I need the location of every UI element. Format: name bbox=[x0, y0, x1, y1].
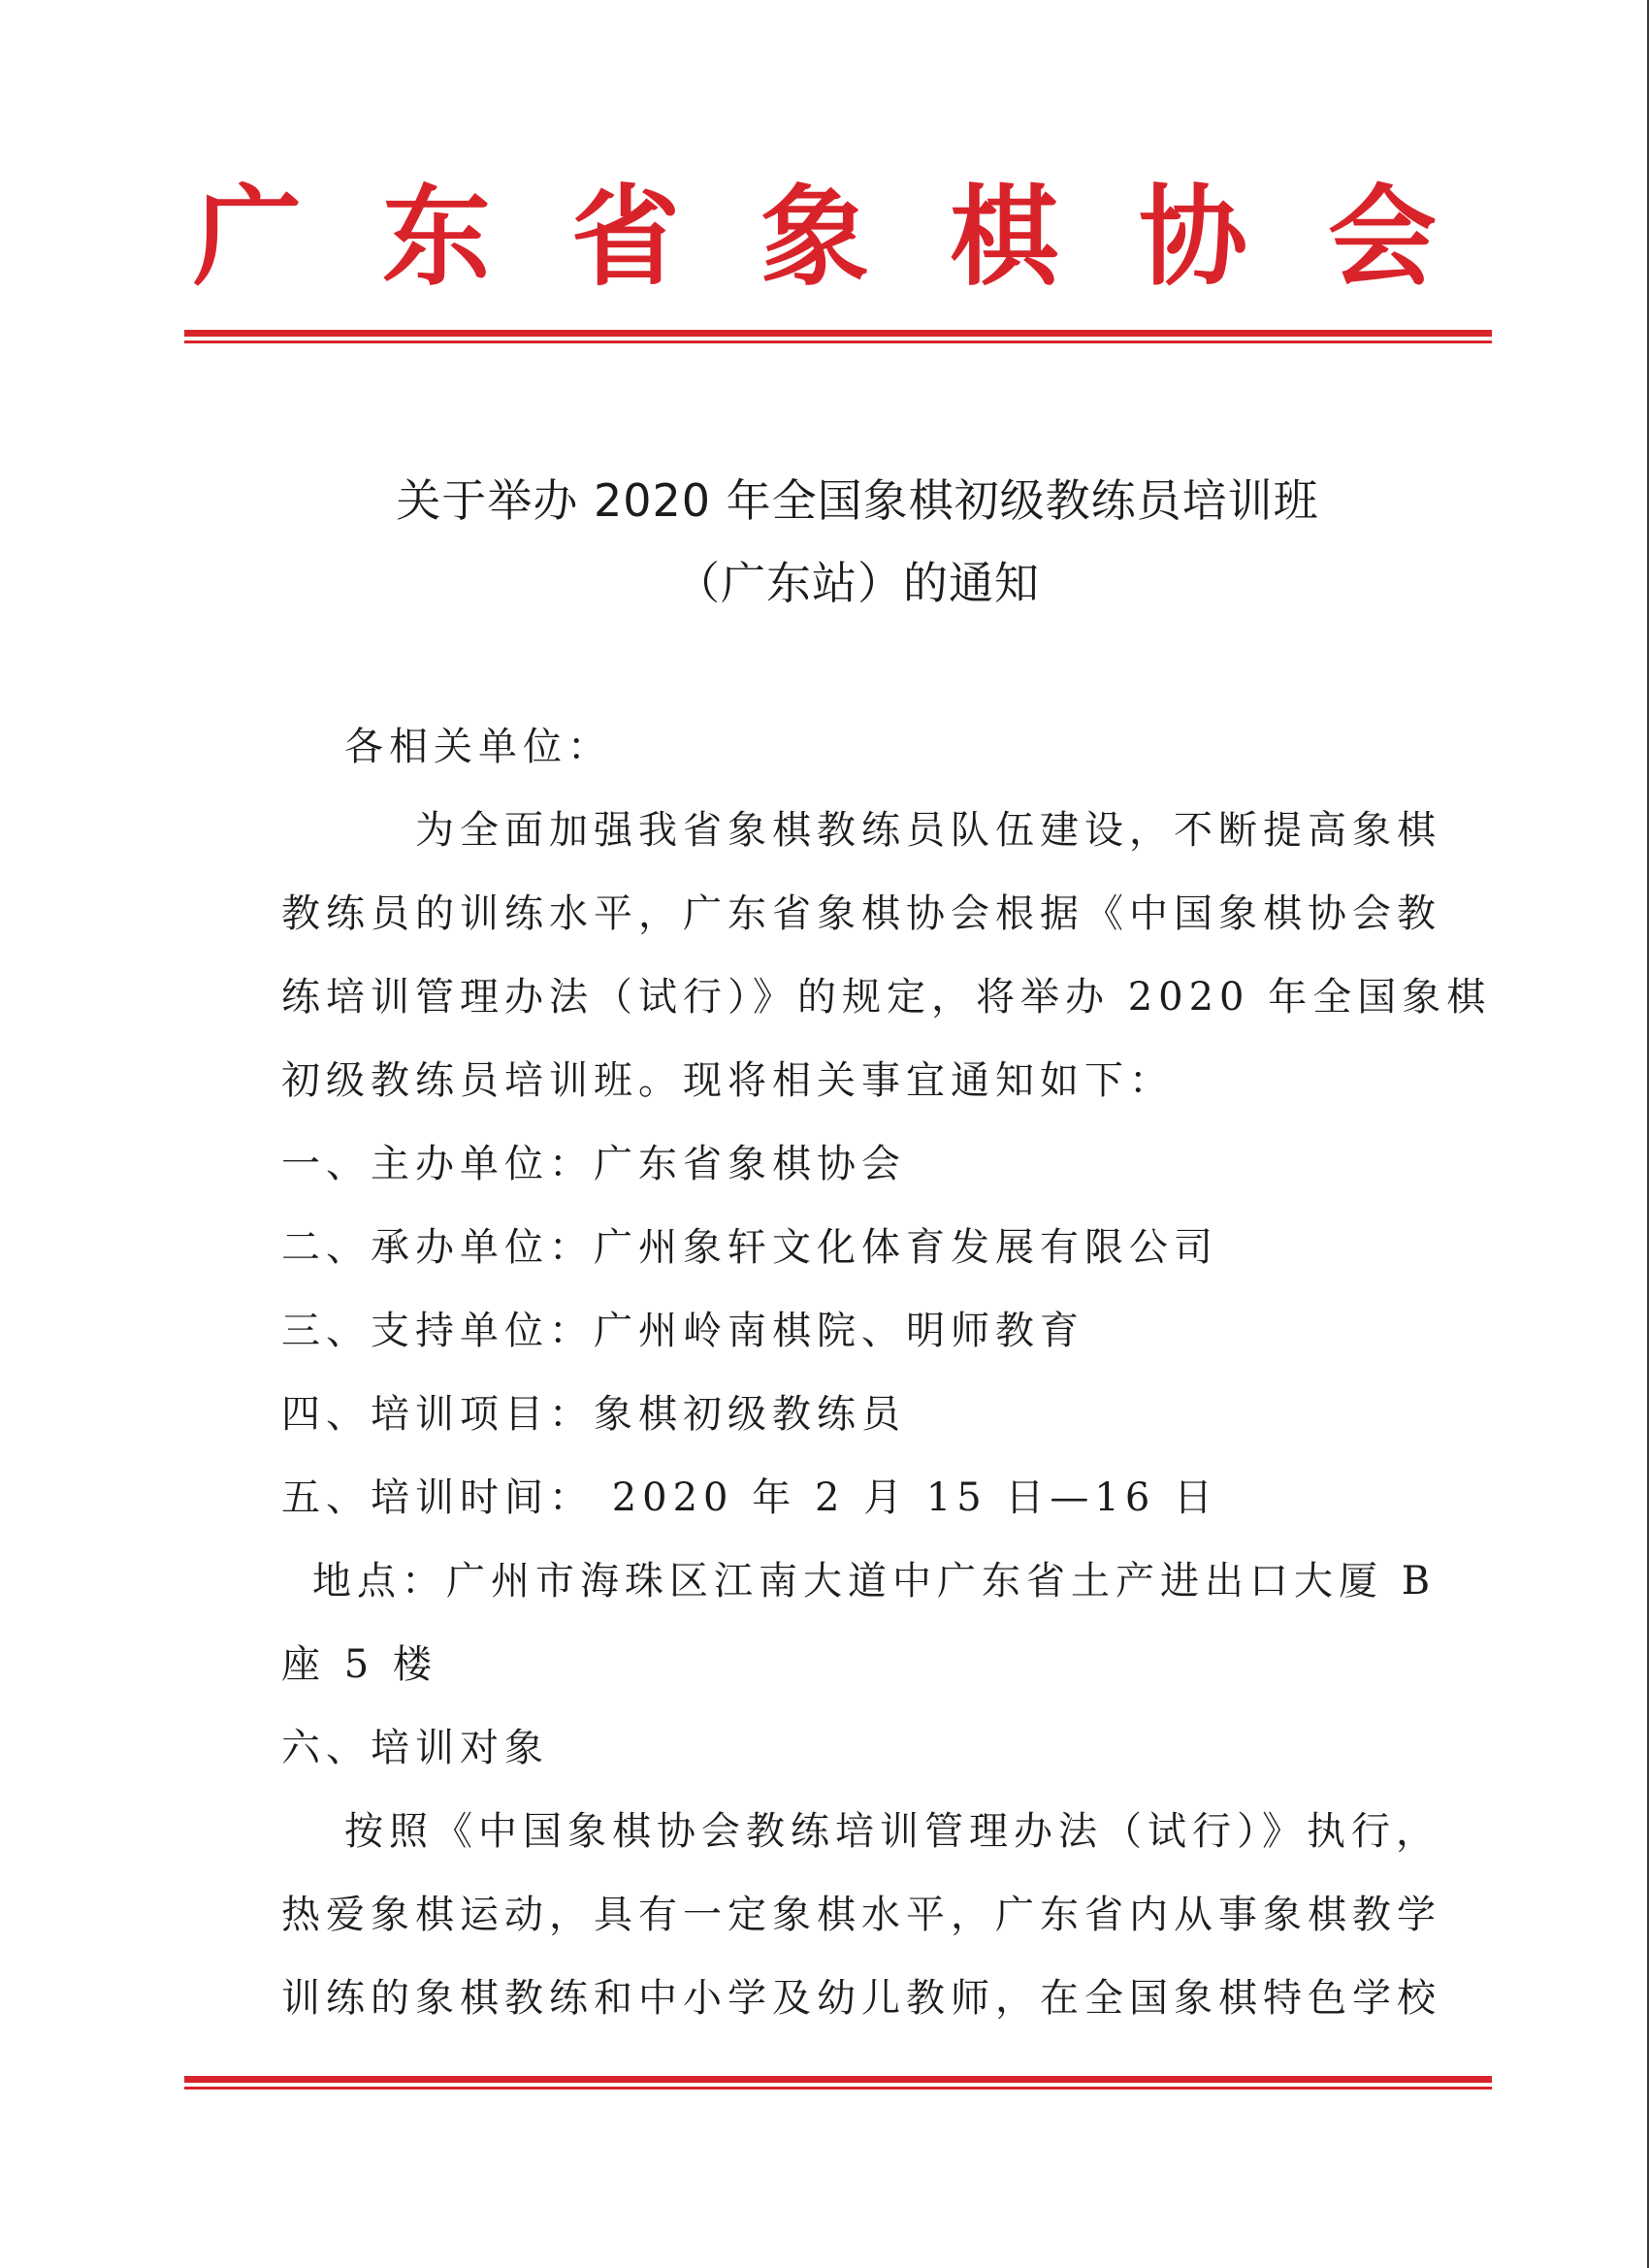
letterhead-char: 象 bbox=[760, 174, 869, 301]
letterhead-char: 广 bbox=[193, 174, 302, 301]
list-item-target: 六、培训对象 bbox=[281, 1726, 549, 1770]
body-paragraph-line: 初级教练员培训班。现将相关事宜通知如下： bbox=[281, 1058, 1174, 1103]
list-item-organizer: 一、主办单位：广东省象棋协会 bbox=[281, 1142, 906, 1186]
list-item-host: 二、承办单位：广州象轩文化体育发展有限公司 bbox=[281, 1225, 1218, 1270]
footer-red-rule bbox=[184, 2076, 1492, 2090]
body-paragraph-line: 教练员的训练水平，广东省象棋协会根据《中国象棋协会教 bbox=[281, 891, 1441, 936]
letterhead-title bbox=[184, 175, 1445, 301]
list-item-location: 地点：广州市海珠区江南大道中广东省土产进出口大厦 B bbox=[312, 1559, 1437, 1604]
list-item-time: 五、培训时间： 2020 年 2 月 15 日—16 日 bbox=[281, 1475, 1219, 1520]
body-paragraph-line: 为全面加强我省象棋教练员队伍建设，不断提高象棋 bbox=[415, 808, 1441, 853]
letterhead-char: 协 bbox=[1139, 174, 1247, 301]
notice-title-line-2: （广东站）的通知 bbox=[675, 557, 1040, 609]
letterhead-char: 棋 bbox=[950, 174, 1058, 301]
list-item-project: 四、培训项目：象棋初级教练员 bbox=[281, 1392, 906, 1437]
letterhead-char: 东 bbox=[382, 174, 491, 301]
letterhead-char: 省 bbox=[571, 174, 680, 301]
list-item-supporter: 三、支持单位：广州岭南棋院、明师教育 bbox=[281, 1309, 1084, 1353]
salutation: 各相关单位： bbox=[344, 725, 612, 769]
notice-title-line-1: 关于举办 2020 年全国象棋初级教练员培训班 bbox=[396, 474, 1319, 527]
letterhead-red-rule bbox=[184, 330, 1492, 343]
body-paragraph-line: 练培训管理办法（试行）》的规定，将举办 2020 年全国象棋 bbox=[281, 975, 1492, 1020]
body-paragraph-line: 按照《中国象棋协会教练培训管理办法（试行）》执行， bbox=[344, 1809, 1440, 1854]
list-item-location-cont: 座 5 楼 bbox=[281, 1642, 437, 1687]
body-paragraph-line: 热爱象棋运动，具有一定象棋水平，广东省内从事象棋教学 bbox=[281, 1893, 1441, 1937]
letterhead-char: 会 bbox=[1328, 174, 1437, 301]
body-paragraph-line: 训练的象棋教练和中小学及幼儿教师，在全国象棋特色学校 bbox=[281, 1976, 1441, 2021]
